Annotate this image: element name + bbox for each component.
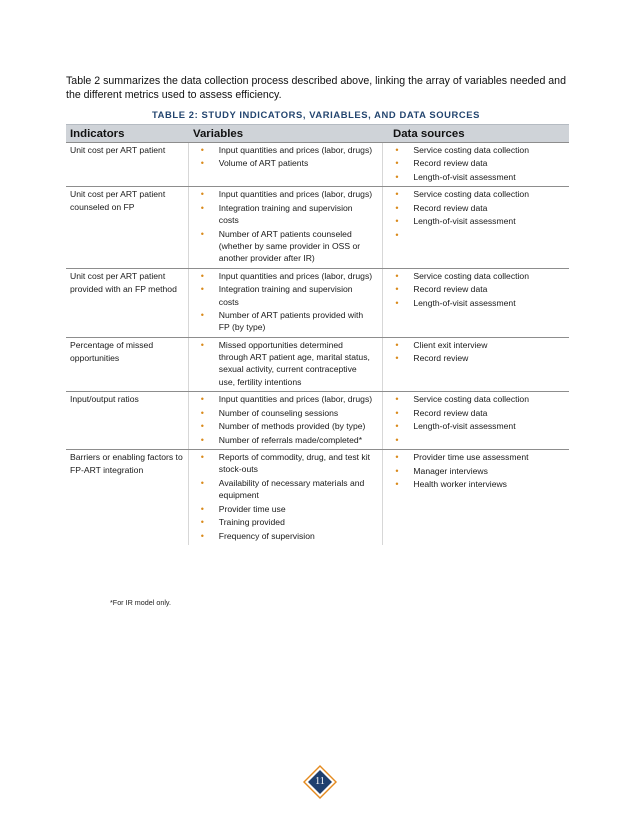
bullet-icon: • [395,229,399,240]
bullet-item [189,144,383,156]
bullet-item [189,503,383,515]
bullet-icon: • [200,310,204,321]
table-row [66,391,569,449]
bullet-item [383,202,569,214]
bullet-text: Client exit interview [413,339,488,350]
bullet-text: Number of ART patients counseled (whether by same provider in OSS or another provider after IR) [218,228,361,264]
bullet-icon: • [395,452,399,463]
bullet-text: Integration training and supervision costs [218,284,353,307]
variables-cell [189,392,384,449]
table-header-row [66,124,569,142]
bullet-icon: • [395,171,399,182]
bullet-icon: • [200,434,204,445]
indicator-cell: Unit cost per ART patient [66,143,189,186]
bullet-item [189,477,383,502]
table-body [66,142,569,545]
bullet-icon: • [395,270,399,281]
table-row [66,268,569,337]
bullet-icon: • [200,284,204,295]
data-sources-cell [383,338,569,391]
bullet-icon: • [395,353,399,364]
bullet-item [189,283,383,308]
bullet-text: Service costing data collection [413,145,529,155]
variables-cell [189,450,384,545]
bullet-item [383,157,569,169]
bullet-icon: • [200,477,204,488]
bullet-text: Missed opportunities determined through ART patient age, marital status, sexual activity, current contraceptive use, fertility intentions [218,339,370,387]
bullet-text: Provider time use [218,503,286,514]
bullet-icon: • [395,465,399,476]
bullet-item [189,393,383,405]
bullet-item [189,188,383,200]
bullet-item [383,144,569,156]
indicator-cell: Barriers or enabling factors to FP-ART integration [66,450,189,545]
table-row [66,449,569,545]
bullet-icon: • [200,270,204,281]
bullet-item [383,339,569,351]
bullet-text: Reports of commodity, drug, and test kit stock-outs [218,452,371,475]
data-sources-cell [383,187,569,267]
variables-cell [189,269,384,337]
bullet-icon: • [395,421,399,432]
bullet-text: Number of methods provided (by type) [218,421,366,432]
bullet-item [383,229,569,241]
bullet-icon: • [200,452,204,463]
page-number: 11 [315,776,325,787]
bullet-item [383,270,569,282]
bullet-icon: • [200,202,204,213]
header-data-sources: Data sources [393,127,465,140]
table-caption: TABLE 2: STUDY INDICATORS, VARIABLES, AND DATA SOURCES [152,109,480,120]
bullet-item [189,339,383,388]
bullet-text: Record review data [413,158,488,169]
variables-cell [189,143,384,186]
bullet-text: Training provided [218,517,285,528]
bullet-icon: • [395,202,399,213]
indicator-cell: Unit cost per ART patient counseled on FP [66,187,189,267]
bullet-item [189,451,383,476]
bullet-item [383,393,569,405]
bullet-item [189,270,383,282]
bullet-icon: • [395,145,399,155]
study-indicators-table [66,124,569,545]
indicator-cell: Unit cost per ART patient provided with an FP method [66,269,189,337]
bullet-text: Provider time use assessment [413,452,529,463]
bullet-text: Number of ART patients provided with FP (by type) [218,310,364,333]
bullet-text: Service costing data collection [413,394,529,405]
bullet-item [383,478,569,490]
bullet-item [383,283,569,295]
bullet-icon: • [395,339,399,350]
intro-paragraph: Table 2 summarizes the data collection process described above, linking the array of variables needed and the different metrics used to assess efficiency. [66,75,566,101]
data-sources-cell [383,143,569,186]
bullet-text: Availability of necessary materials and equipment [218,477,365,501]
bullet-item [189,530,383,542]
header-variables: Variables [193,127,244,140]
bullet-text: Service costing data collection [413,270,529,281]
bullet-text: Length-of-visit assessment [413,297,516,308]
table-footnote: *For IR model only. [110,598,171,607]
bullet-text: Record review data [413,202,488,213]
bullet-item [383,465,569,477]
header-indicators: Indicators [70,127,125,140]
bullet-text: Input quantities and prices (labor, drugs) [218,270,373,281]
bullet-icon: • [395,189,399,200]
bullet-icon: • [395,158,399,169]
bullet-text: Service costing data collection [413,189,529,200]
bullet-text: Input quantities and prices (labor, drugs) [218,189,373,200]
bullet-item [383,188,569,200]
indicator-cell: Percentage of missed opportunities [66,338,189,391]
bullet-item [189,434,383,446]
data-sources-cell [383,450,569,545]
table-row [66,337,569,391]
bullet-item [383,171,569,183]
variables-cell [189,338,384,391]
bullet-icon: • [200,158,204,169]
bullet-text: Length-of-visit assessment [413,171,516,182]
bullet-icon: • [200,407,204,418]
bullet-text: Volume of ART patients [218,158,309,169]
bullet-text: Length-of-visit assessment [413,216,516,227]
bullet-icon: • [200,503,204,514]
bullet-text: Manager interviews [413,465,488,476]
bullet-icon: • [395,434,399,445]
bullet-text: Number of referrals made/completed* [218,434,363,445]
bullet-item [189,157,383,169]
bullet-icon: • [200,145,204,155]
bullet-icon: • [200,189,204,200]
bullet-text: Record review data [413,407,488,418]
bullet-icon: • [395,284,399,295]
bullet-icon: • [395,297,399,308]
bullet-text: Health worker interviews [413,479,507,490]
bullet-text: Record review data [413,284,488,295]
data-sources-cell [383,269,569,337]
indicator-cell: Input/output ratios [66,392,189,449]
bullet-text: Frequency of supervision [218,530,315,541]
bullet-item [189,228,383,265]
bullet-item [383,420,569,432]
data-sources-cell [383,392,569,449]
bullet-item [383,451,569,463]
bullet-icon: • [200,339,204,350]
bullet-item [383,407,569,419]
bullet-item [189,309,383,334]
bullet-icon: • [395,394,399,405]
bullet-item [189,420,383,432]
bullet-icon: • [395,216,399,227]
bullet-item [189,516,383,528]
bullet-icon: • [200,394,204,405]
bullet-item [383,215,569,227]
bullet-text: Input quantities and prices (labor, drugs) [218,394,373,405]
bullet-icon: • [200,421,204,432]
bullet-text: Record review [413,353,469,364]
bullet-text: Integration training and supervision costs [218,202,353,226]
bullet-text: Input quantities and prices (labor, drugs) [218,145,373,155]
bullet-item [189,407,383,419]
bullet-icon: • [200,517,204,528]
bullet-icon: • [395,407,399,418]
bullet-icon: • [200,530,204,541]
bullet-icon: • [200,228,204,239]
bullet-icon: • [395,479,399,490]
bullet-item [189,202,383,227]
bullet-text: Length-of-visit assessment [413,421,516,432]
table-row [66,186,569,267]
bullet-text: Number of counseling sessions [218,407,339,418]
bullet-item [383,297,569,309]
table-row [66,142,569,186]
bullet-item [383,352,569,364]
variables-cell [189,187,384,267]
bullet-item [383,434,569,446]
